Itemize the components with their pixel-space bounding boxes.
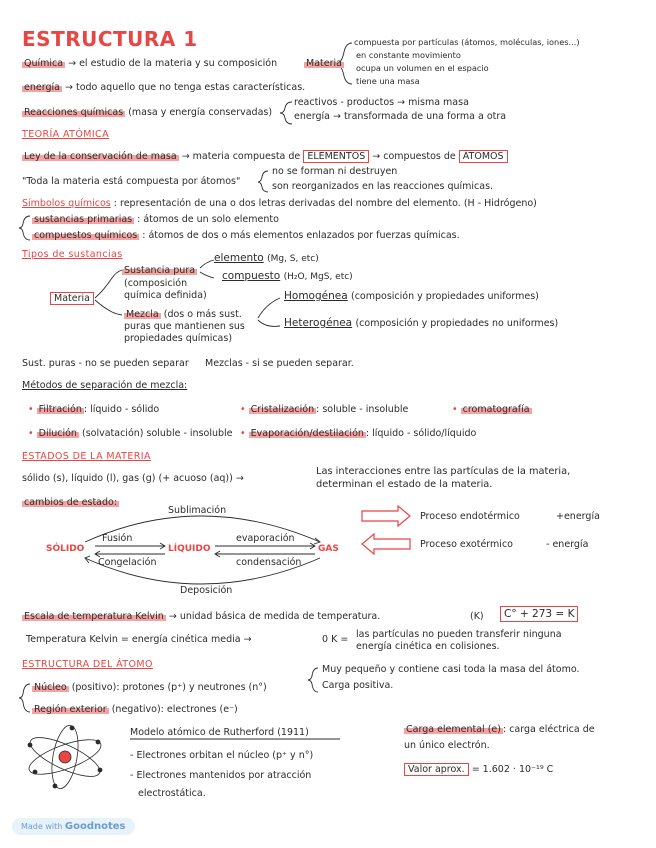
quimica-line	[22, 58, 277, 69]
metodo-cristalizacion-desc: : soluble - insoluble	[316, 404, 409, 415]
nucleo-prop-1: Muy pequeño y contiene casi toda la masa del átomo.	[322, 664, 580, 675]
label-deposicion: Deposición	[180, 585, 233, 596]
branch-compuesto	[200, 272, 214, 278]
branch-mezcla	[95, 300, 122, 315]
metodo-dilucion: • Dilución (solvatación) soluble - insoluble	[28, 428, 233, 439]
mezcla-desc-3: propiedades químicas)	[124, 333, 233, 344]
simbolos-def: : representación de una o dos letras derivadas del nombre del elemento. (H - Hidrógeno)	[113, 198, 537, 209]
metodo-evaporacion: • Evaporación/destilación : líquido - sólido/líquido	[240, 428, 477, 439]
heterogenea-label: Heterogénea	[284, 317, 353, 329]
nucleo-term: Núcleo	[34, 682, 67, 693]
nucleo-brace	[308, 668, 318, 692]
valor-box: Valor aprox.	[404, 763, 469, 776]
carga-term: Carga elemental (e)	[406, 724, 501, 735]
estados-list: sólido (s), líquido (l), gas (g) (+ acuoso (aq)) →	[22, 473, 244, 484]
estados-heading: ESTADOS DE LA MATERIA	[22, 451, 151, 462]
modelo-line-3: electrostática.	[138, 788, 206, 799]
energia-term: energía	[24, 82, 60, 93]
label-evaporacion: evaporación	[236, 533, 295, 544]
zero-line-2: energía cinética en colisiones.	[356, 641, 500, 652]
metodo-cristalizacion-term: Cristalización	[250, 404, 315, 415]
compuesto-line	[222, 271, 353, 283]
reacciones-term: Reacciones químicas	[24, 107, 124, 118]
region-line	[32, 704, 238, 715]
k-symbol: (K)	[470, 611, 484, 622]
zero-k: 0 K =	[322, 634, 349, 645]
goodnotes-badge[interactable]	[12, 818, 135, 835]
exo-energy: - energía	[546, 539, 589, 550]
materia-box: Materia	[50, 292, 94, 305]
atomos-line-2: son reorganizados en las reacciones químicas.	[272, 181, 494, 192]
rutherford-atom-icon	[25, 723, 105, 790]
reacciones-line	[22, 107, 272, 118]
badge-brand: Goodnotes	[64, 821, 126, 832]
carga-line	[404, 724, 595, 735]
estructura-heading: ESTRUCTURA DEL ÁTOMO	[22, 659, 153, 670]
ley-mid: → materia compuesta de	[181, 151, 301, 162]
nucleo-line	[32, 682, 267, 693]
mezcla-line	[124, 309, 242, 320]
compuesto-label: compuesto	[222, 270, 281, 282]
reacciones-line-2: energía → transformada de una forma a otra	[294, 111, 507, 122]
toda-materia: "Toda la materia está compuesta por átomos"	[22, 176, 241, 187]
sust-puras-note: Sust. puras - no se pueden separar	[22, 358, 189, 369]
ley-line	[22, 151, 508, 162]
metodo-cristalizacion: • Cristalización : soluble - insoluble	[240, 404, 409, 415]
nucleo-def: (positivo): protones (p⁺) y neutrones (n°)	[71, 682, 267, 693]
materia-prop-3: ocupa un volumen en el espacio	[356, 63, 489, 73]
materia-prop-4: tiene una masa	[356, 76, 420, 86]
mezcla-term: Mezcla	[126, 309, 159, 320]
mezcla-desc-2: puras que mantienen sus	[124, 321, 245, 332]
heterogenea-desc: (composición y propiedades no uniformes)	[355, 318, 559, 329]
quimica-def: → el estudio de la materia y su composición	[68, 58, 278, 69]
sust-prim-line	[32, 214, 279, 225]
teoria-heading: TEORÍA ATÓMICA	[22, 129, 109, 140]
branch-heterogenea	[258, 320, 280, 326]
mezcla-desc-1: (dos o más sust.	[163, 309, 242, 320]
reacciones-brace	[280, 102, 292, 124]
ley-mid2: → compuestos de	[372, 151, 456, 162]
comp-quim-def: : átomos de dos o más elementos enlazados por fuerzas químicas.	[142, 230, 460, 241]
materia-prop-2: en constante movimiento	[356, 50, 461, 60]
zero-line-1: las partículas no pueden transferir ninguna	[356, 629, 562, 640]
reacciones-def: (masa y energía conservadas)	[128, 107, 273, 118]
elemento-label: elemento	[214, 252, 264, 264]
endo-label: Proceso endotérmico	[420, 511, 520, 522]
simbolos-term: Símbolos químicos	[22, 198, 111, 209]
elemento-ex: (Mg, S, etc)	[267, 254, 319, 264]
valor-eq: = 1.602 · 10⁻¹⁹ C	[471, 764, 554, 775]
metodo-dilucion-desc: (solvatación) soluble - insoluble	[81, 428, 233, 439]
sust-pura-term: Sustancia pura	[124, 265, 196, 276]
region-def: (negativo): electrones (e⁻)	[111, 704, 238, 715]
heterogenea-line	[284, 318, 558, 329]
carga-def: : carga eléctrica de	[502, 724, 595, 735]
metodo-filtracion-desc: : líquido - sólido	[83, 404, 160, 415]
modelo-title: Modelo atómico de Rutherford (1911)	[130, 727, 309, 738]
interacciones-line-1: Las interacciones entre las partículas de la materia,	[316, 466, 571, 477]
kelvin-term: Escala de temperatura Kelvin	[24, 611, 164, 622]
homogenea-label: Homogénea	[284, 290, 348, 302]
conversion-box: C° + 273 = K	[500, 606, 578, 622]
branch-sust-pura	[95, 270, 122, 298]
homogenea-desc: (composición y propiedades uniformes)	[351, 291, 539, 302]
energia-def: → todo aquello que no tenga estas características.	[64, 82, 306, 93]
metodo-filtracion: • Filtración : líquido - sólido	[28, 404, 160, 415]
label-congelacion: Congelación	[98, 557, 157, 568]
kelvin-eq: Temperatura Kelvin = energía cinética media	[26, 634, 241, 645]
kelvin-eq-line: Temperatura Kelvin = energía cinética media →	[26, 634, 252, 645]
tipos-heading: Tipos de sustancias	[22, 249, 123, 260]
nucleo-prop-2: Carga positiva.	[322, 680, 394, 691]
comp-quim-line	[32, 230, 460, 241]
materia-term: Materia	[306, 58, 342, 69]
atomos-line-1: no se forman ni destruyen	[272, 166, 398, 177]
metodo-filtracion-term: Filtración	[38, 404, 82, 415]
atomos-box: ÁTOMOS	[459, 150, 508, 163]
valor-line	[404, 764, 553, 775]
metodo-evaporacion-term: Evaporación/destilación	[250, 428, 364, 439]
cambios-wrap	[22, 497, 119, 508]
sust-pura-term-wrap	[122, 265, 197, 276]
materia-term-wrap	[304, 58, 344, 69]
simbolos-line	[22, 198, 537, 209]
state-liquido: LÍQUIDO	[168, 544, 211, 554]
metodo-dilucion-term: Dilución	[38, 428, 77, 439]
sust-prim-term: sustancias primarias	[34, 214, 133, 225]
badge-made-with: Made with	[21, 822, 63, 831]
exotermico-arrow	[362, 534, 410, 554]
ley-term: Ley de la conservación de masa	[24, 151, 177, 162]
elemento-line	[214, 253, 319, 265]
comp-quim-term: compuestos químicos	[34, 230, 138, 241]
state-solido: SÓLIDO	[46, 544, 85, 554]
atomos-brace	[258, 171, 268, 192]
mezclas-note: Mezclas - si se pueden separar.	[205, 358, 354, 369]
metodo-cromatografia-term: cromatografía	[462, 404, 530, 415]
homogenea-line	[284, 291, 539, 302]
label-sublimacion: Sublimación	[168, 505, 227, 516]
metodo-cromatografia: • cromatografía	[452, 404, 530, 415]
energia-line	[22, 82, 305, 93]
region-term: Región exterior	[34, 704, 107, 715]
label-condensacion: condensación	[236, 557, 302, 568]
reacciones-line-1: reactivos - productos → misma masa	[294, 97, 469, 108]
elementos-box: ELEMENTOS	[303, 150, 369, 163]
modelo-line-1: - Electrones orbitan el núcleo (p⁺ y n°)	[130, 750, 314, 761]
materia-prop-1: compuesta por partículas (átomos, moléculas, iones...)	[354, 37, 580, 47]
compuesto-ex: (H₂O, MgS, etc)	[283, 272, 353, 282]
endotermico-arrow	[362, 506, 410, 526]
sust-prim-def: : átomos de un solo elemento	[137, 214, 279, 225]
cambios-term: cambios de estado:	[24, 497, 118, 508]
label-fusion: Fusión	[102, 533, 133, 544]
sust-pura-desc-1: (composición	[124, 278, 188, 289]
sust-pura-desc-2: química definida)	[124, 290, 207, 301]
simbolos-brace	[19, 216, 30, 240]
modelo-line-2: - Electrones mantenidos por atracción	[130, 770, 312, 781]
endo-energy: +energía	[556, 511, 600, 522]
metodos-heading: Métodos de separación de mezcla:	[22, 380, 188, 391]
page-title: ESTRUCTURA 1	[22, 27, 198, 51]
quimica-term: Química	[24, 58, 64, 69]
kelvin-def: → unidad básica de medida de temperatura.	[168, 611, 381, 622]
branch-homogenea	[258, 298, 280, 318]
interacciones-line-2: determinan el estado de la materia.	[316, 479, 493, 490]
estructura-brace	[19, 684, 30, 712]
carga-def2: un único electrón.	[404, 740, 490, 751]
metodo-evaporacion-desc: : líquido - sólido/líquido	[365, 428, 477, 439]
state-gas: GAS	[318, 544, 339, 554]
branch-elemento	[200, 260, 214, 268]
kelvin-line	[22, 611, 380, 622]
exo-label: Proceso exotérmico	[420, 539, 513, 550]
